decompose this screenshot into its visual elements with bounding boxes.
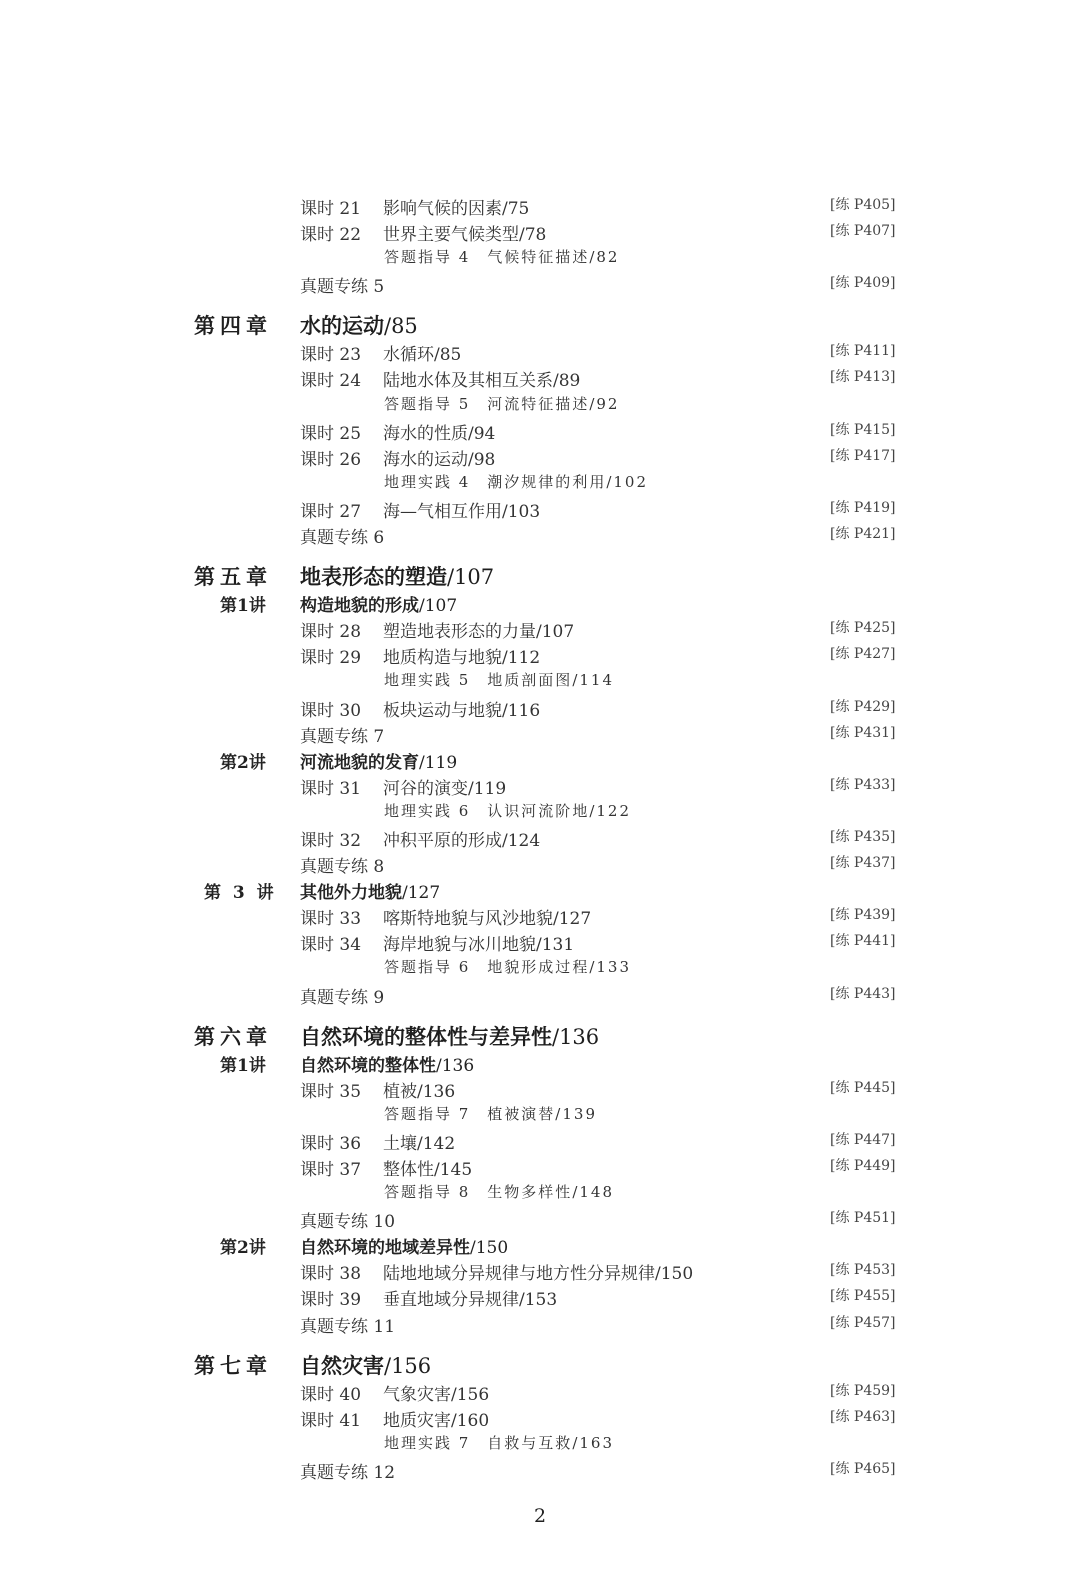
lesson-row — [0, 774, 1080, 800]
lesson-title: 海水的运动/98 — [383, 449, 496, 470]
exam-practice-title: 真题专练 12 — [300, 1462, 396, 1483]
practice-ref: [练 P431] — [830, 724, 896, 741]
lesson-title: 土壤/142 — [383, 1133, 456, 1154]
lecture-page: /150 — [470, 1238, 509, 1259]
lesson-row — [0, 904, 1080, 930]
sub-topic: 答题指导 5 河流特征描述/92 — [384, 394, 620, 413]
sub-topic: 地理实践 4 潮汐规律的利用/102 — [384, 472, 648, 491]
lesson-row — [0, 497, 1080, 523]
chapter-title: 自然环境的整体性与差异性 — [300, 1023, 552, 1049]
lesson-row — [0, 366, 1080, 392]
sub-topic-row — [0, 1181, 1080, 1207]
exam-practice-title: 真题专练 8 — [300, 857, 385, 878]
lesson-row — [0, 194, 1080, 220]
lesson-title: 水循环/85 — [383, 345, 462, 366]
chapter-heading — [0, 1344, 1080, 1380]
sub-topic: 答题指导 8 生物多样性/148 — [384, 1183, 614, 1202]
chapter-heading — [0, 555, 1080, 591]
lesson-title: 整体性/145 — [383, 1160, 473, 1180]
table-of-contents — [0, 194, 1080, 1484]
exam-practice-row — [0, 1207, 1080, 1233]
exam-practice-row — [0, 983, 1080, 1009]
lecture-title: 河流地貌的发育 — [300, 752, 419, 773]
lesson-row — [0, 1406, 1080, 1432]
lesson-title: 地质灾害/160 — [383, 1410, 490, 1431]
lesson-row — [0, 220, 1080, 246]
exam-practice-row — [0, 523, 1080, 549]
chapter-title: 地表形态的塑造 — [300, 564, 447, 590]
lesson-number: 课时 28 — [300, 622, 362, 643]
sub-topic-row — [0, 393, 1080, 419]
lecture-number: 第1讲 — [220, 1055, 266, 1076]
lesson-number: 课时 31 — [300, 778, 362, 799]
lesson-title: 世界主要气候类型/78 — [383, 225, 547, 246]
lecture-heading — [0, 1233, 1080, 1259]
page-number: 2 — [533, 1505, 547, 1527]
practice-ref: [练 P421] — [830, 526, 896, 543]
exam-practice-row — [0, 272, 1080, 298]
practice-ref: [练 P451] — [830, 1210, 896, 1227]
practice-ref: [练 P435] — [830, 828, 896, 845]
exam-practice-row — [0, 1312, 1080, 1338]
lecture-number: 第1讲 — [220, 596, 266, 617]
lecture-title-group — [300, 1233, 508, 1258]
chapter-page: /156 — [384, 1353, 432, 1378]
practice-ref: [练 P429] — [830, 698, 896, 715]
lesson-row — [0, 1259, 1080, 1285]
chapter-title-group — [300, 1350, 431, 1380]
lesson-row — [0, 643, 1080, 669]
practice-ref: [练 P449] — [830, 1158, 896, 1174]
sub-topic-row — [0, 669, 1080, 695]
lesson-title: 喀斯特地貌与风沙地貌/127 — [383, 909, 592, 930]
lesson-number: 课时 24 — [300, 371, 362, 392]
practice-ref: [练 P419] — [830, 499, 896, 516]
practice-ref: [练 P405] — [830, 197, 896, 213]
practice-ref: [练 P415] — [830, 421, 896, 438]
practice-ref: [练 P447] — [830, 1131, 896, 1148]
lesson-title: 地质构造与地貌/112 — [383, 648, 541, 669]
practice-ref: [练 P407] — [830, 223, 896, 240]
lesson-number: 课时 27 — [300, 501, 362, 522]
practice-ref: [练 P441] — [830, 933, 896, 950]
practice-ref: [练 P427] — [830, 646, 896, 663]
practice-ref: [练 P433] — [830, 776, 896, 793]
lesson-number: 课时 29 — [300, 648, 362, 669]
practice-ref: [练 P439] — [830, 907, 896, 924]
practice-ref: [练 P455] — [830, 1288, 896, 1305]
lesson-row — [0, 696, 1080, 722]
chapter-title: 自然灾害 — [300, 1352, 384, 1378]
practice-ref: [练 P443] — [830, 985, 896, 1002]
lesson-title: 塑造地表形态的力量/107 — [383, 622, 575, 643]
lecture-page: /127 — [402, 883, 441, 904]
exam-practice-title: 真题专练 6 — [300, 528, 385, 549]
chapter-page: /85 — [384, 314, 418, 339]
practice-ref: [练 P413] — [830, 369, 896, 386]
lesson-title: 冲积平原的形成/124 — [383, 830, 541, 851]
sub-topic-row — [0, 1432, 1080, 1458]
lesson-row — [0, 340, 1080, 366]
practice-ref: [练 P411] — [830, 343, 896, 360]
practice-ref: [练 P457] — [830, 1314, 896, 1331]
exam-practice-row — [0, 852, 1080, 878]
sub-topic: 答题指导 7 植被演替/139 — [384, 1104, 597, 1123]
chapter-heading — [0, 1015, 1080, 1051]
sub-topic-row — [0, 956, 1080, 982]
exam-practice-row — [0, 1458, 1080, 1484]
chapter-number: 第四章 — [194, 313, 272, 339]
practice-ref: [练 P425] — [830, 620, 896, 637]
lesson-number: 课时 30 — [300, 700, 362, 721]
lecture-title: 自然环境的地域差异性 — [300, 1238, 470, 1259]
lesson-number: 课时 26 — [300, 449, 362, 470]
lecture-title-group — [300, 878, 440, 903]
lesson-number: 课时 23 — [300, 345, 362, 366]
lecture-title-group — [300, 591, 457, 616]
lecture-page: /107 — [419, 596, 458, 617]
lecture-page: /136 — [436, 1055, 475, 1076]
sub-topic: 答题指导 6 地貌形成过程/133 — [384, 958, 631, 977]
exam-practice-title: 真题专练 7 — [300, 726, 385, 747]
lesson-number: 课时 35 — [300, 1081, 362, 1102]
lesson-title: 影响气候的因素/75 — [383, 199, 530, 219]
sub-topic: 地理实践 6 认识河流阶地/122 — [384, 801, 631, 820]
practice-ref: [练 P417] — [830, 447, 896, 464]
lesson-row — [0, 1129, 1080, 1155]
lecture-number: 第2讲 — [220, 1238, 266, 1259]
lecture-number: 第2讲 — [220, 752, 266, 773]
lesson-number: 课时 21 — [300, 199, 362, 219]
lesson-number: 课时 22 — [300, 225, 362, 246]
lesson-number: 课时 37 — [300, 1160, 362, 1180]
chapter-title-group — [300, 1021, 599, 1051]
lesson-row — [0, 617, 1080, 643]
lesson-title: 陆地水体及其相互关系/89 — [383, 371, 581, 392]
lecture-heading — [0, 591, 1080, 617]
lesson-row — [0, 1285, 1080, 1311]
lesson-row — [0, 1077, 1080, 1103]
lesson-title: 植被/136 — [383, 1081, 456, 1102]
lesson-number: 课时 36 — [300, 1133, 362, 1154]
lecture-title-group — [300, 748, 457, 773]
lesson-number: 课时 33 — [300, 909, 362, 930]
chapter-heading — [0, 304, 1080, 340]
lesson-title: 气象灾害/156 — [383, 1384, 490, 1405]
lesson-number: 课时 34 — [300, 935, 362, 956]
lesson-row — [0, 826, 1080, 852]
lesson-title: 海水的性质/94 — [383, 423, 496, 444]
sub-topic-row — [0, 471, 1080, 497]
sub-topic-row — [0, 800, 1080, 826]
lesson-title: 垂直地域分异规律/153 — [383, 1290, 558, 1311]
lesson-number: 课时 41 — [300, 1410, 362, 1431]
chapter-number: 第五章 — [194, 564, 272, 590]
lecture-title: 构造地貌的形成 — [300, 596, 419, 617]
lesson-title: 河谷的演变/119 — [383, 778, 507, 799]
chapter-page: /107 — [447, 565, 495, 590]
chapter-title: 水的运动 — [300, 313, 384, 339]
lesson-number: 课时 25 — [300, 423, 362, 444]
lesson-row — [0, 445, 1080, 471]
lecture-number: 第 3 讲 — [204, 883, 277, 904]
lesson-number: 课时 40 — [300, 1384, 362, 1405]
lesson-row — [0, 419, 1080, 445]
lesson-title: 陆地地域分异规律与地方性分异规律/150 — [383, 1264, 694, 1285]
lesson-number: 课时 39 — [300, 1290, 362, 1311]
exam-practice-title: 真题专练 9 — [300, 987, 385, 1008]
lesson-title: 海岸地貌与冰川地貌/131 — [383, 935, 575, 956]
sub-topic: 地理实践 7 自救与互救/163 — [384, 1433, 614, 1452]
practice-ref: [练 P465] — [830, 1460, 896, 1477]
lecture-page: /119 — [419, 752, 458, 773]
lecture-title: 自然环境的整体性 — [300, 1055, 436, 1076]
exam-practice-row — [0, 722, 1080, 748]
chapter-page: /136 — [552, 1024, 600, 1049]
exam-practice-title: 真题专练 10 — [300, 1212, 396, 1233]
lesson-title: 海—气相互作用/103 — [383, 501, 541, 522]
chapter-title-group — [300, 310, 418, 340]
practice-ref: [练 P437] — [830, 855, 896, 872]
exam-practice-title: 真题专练 5 — [300, 277, 385, 298]
exam-practice-title: 真题专练 11 — [300, 1316, 396, 1337]
practice-ref: [练 P459] — [830, 1382, 896, 1399]
lecture-heading — [0, 748, 1080, 774]
chapter-number: 第七章 — [194, 1352, 272, 1378]
sub-topic: 地理实践 5 地质剖面图/114 — [384, 671, 614, 690]
practice-ref: [练 P445] — [830, 1079, 896, 1096]
lesson-number: 课时 38 — [300, 1264, 362, 1285]
lecture-title-group — [300, 1051, 474, 1076]
lecture-heading — [0, 878, 1080, 904]
practice-ref: [练 P463] — [830, 1408, 896, 1425]
lesson-row — [0, 1155, 1080, 1181]
lesson-title: 板块运动与地貌/116 — [383, 700, 541, 721]
lesson-row — [0, 930, 1080, 956]
lesson-number: 课时 32 — [300, 830, 362, 851]
sub-topic: 答题指导 4 气候特征描述/82 — [384, 248, 620, 267]
sub-topic-row — [0, 1103, 1080, 1129]
chapter-title-group — [300, 561, 494, 591]
sub-topic-row — [0, 246, 1080, 272]
lesson-row — [0, 1380, 1080, 1406]
lecture-title: 其他外力地貌 — [300, 883, 402, 904]
chapter-number: 第六章 — [194, 1023, 272, 1049]
lecture-heading — [0, 1051, 1080, 1077]
practice-ref: [练 P453] — [830, 1262, 896, 1279]
practice-ref: [练 P409] — [830, 275, 896, 292]
